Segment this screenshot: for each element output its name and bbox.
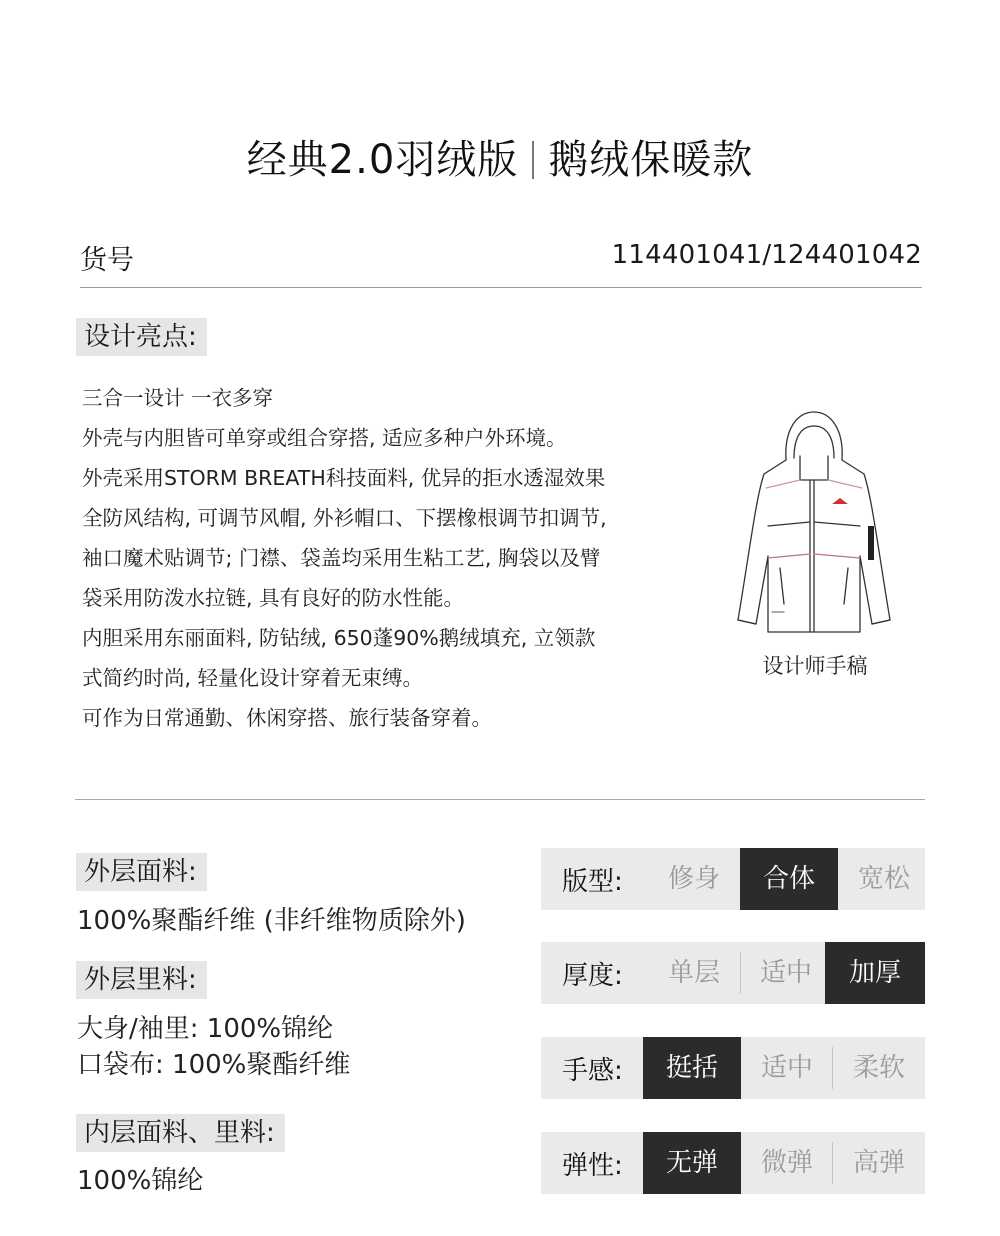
design-line: 外壳与内胆皆可单穿或组合穿搭, 适应多种户外环境。 bbox=[82, 426, 567, 450]
sku-row bbox=[80, 236, 922, 288]
attr-label: 弹性: bbox=[562, 1151, 623, 1181]
design-line: 可作为日常通勤、休闲穿搭、旅行装备穿着。 bbox=[82, 706, 492, 730]
sketch-caption: 设计师手稿 bbox=[762, 654, 868, 678]
attr-row-thickness bbox=[541, 942, 925, 1004]
attr-option-selected: 加厚 bbox=[825, 942, 925, 1004]
attr-option-selected: 挺括 bbox=[643, 1037, 741, 1099]
attr-option: 柔软 bbox=[852, 1053, 905, 1083]
inner-label: 内层面料、里料: bbox=[76, 1114, 285, 1152]
attr-option: 单层 bbox=[667, 958, 720, 988]
design-line: 袖口魔术贴调节; 门襟、袋盖均采用生粘工艺, 胸袋以及臂 bbox=[82, 546, 601, 570]
design-line: 袋采用防泼水拉链, 具有良好的防水性能。 bbox=[82, 586, 465, 610]
jacket-sketch-icon bbox=[728, 408, 900, 640]
outer-lining-label: 外层里料: bbox=[76, 961, 207, 999]
attr-option: 宽松 bbox=[857, 864, 910, 894]
attr-option: 高弹 bbox=[852, 1148, 905, 1178]
title-separator bbox=[532, 141, 534, 179]
sku-value: 114401041/124401042 bbox=[611, 240, 922, 270]
attr-row-elasticity bbox=[541, 1132, 925, 1194]
attr-option: 微弹 bbox=[760, 1148, 813, 1178]
design-heading: 设计亮点: bbox=[76, 318, 207, 356]
attr-row-fit bbox=[541, 848, 925, 910]
title-sub: 鹅绒保暖款 bbox=[548, 137, 754, 183]
attr-label: 版型: bbox=[562, 867, 623, 897]
design-line: 全防风结构, 可调节风帽, 外衫帽口、下摆橡根调节扣调节, bbox=[82, 506, 607, 530]
outer-fabric-label: 外层面料: bbox=[76, 853, 207, 891]
title-main: 经典2.0羽绒版 bbox=[246, 137, 519, 183]
section-divider bbox=[75, 799, 925, 800]
attr-row-feel bbox=[541, 1037, 925, 1099]
design-line: 三合一设计 一衣多穿 bbox=[82, 386, 274, 410]
attr-option: 修身 bbox=[667, 864, 720, 894]
inner-value: 100%锦纶 bbox=[77, 1166, 204, 1196]
design-description bbox=[82, 378, 702, 738]
attr-option-selected: 无弹 bbox=[643, 1132, 741, 1194]
outer-lining-value: 大身/袖里: 100%锦纶 bbox=[77, 1014, 334, 1044]
attr-label: 厚度: bbox=[562, 961, 623, 991]
attr-option: 适中 bbox=[760, 1053, 813, 1083]
design-line: 式简约时尚, 轻量化设计穿着无束缚。 bbox=[82, 666, 424, 690]
attr-option: 适中 bbox=[759, 958, 812, 988]
design-line: 外壳采用STORM BREATH科技面料, 优异的拒水透湿效果 bbox=[82, 466, 606, 490]
attr-option-selected: 合体 bbox=[740, 848, 838, 910]
design-line: 内胆采用东丽面料, 防钻绒, 650蓬90%鹅绒填充, 立领款 bbox=[82, 626, 596, 650]
page-title bbox=[0, 128, 1000, 185]
attr-label: 手感: bbox=[562, 1056, 623, 1086]
outer-lining-value: 口袋布: 100%聚酯纤维 bbox=[77, 1050, 351, 1080]
sku-label: 货号 bbox=[80, 245, 134, 276]
outer-fabric-value: 100%聚酯纤维 (非纤维物质除外) bbox=[77, 906, 466, 936]
